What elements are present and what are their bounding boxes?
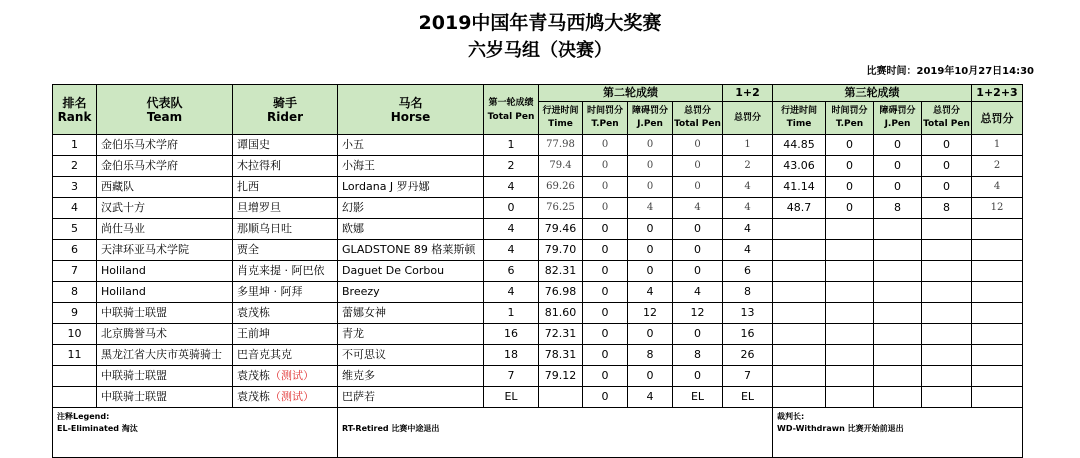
r3-tpen-cell: 0 [826, 156, 874, 177]
header-r2-total: 总罚分 Total Pen [673, 102, 723, 135]
r3-time-cell [773, 345, 826, 366]
legend-right [773, 408, 1023, 458]
rider-name: 袁茂栋 [237, 390, 270, 403]
rider-name: 谭国史 [237, 138, 270, 151]
rider-cell [233, 324, 338, 345]
r3-tpen-cell [826, 366, 874, 387]
r123-total-cell [972, 345, 1023, 366]
team-cell: 金伯乐马术学府 [97, 135, 233, 156]
round1-total-cell: 4 [484, 219, 539, 240]
r12-total-cell: 7 [723, 366, 773, 387]
r3-time-cell [773, 324, 826, 345]
legend-left [53, 408, 338, 458]
round1-total-cell: 4 [484, 240, 539, 261]
header-r3-total: 总罚分 Total Pen [922, 102, 972, 135]
r3-time-cell [773, 366, 826, 387]
r2-jpen-cell: 12 [628, 303, 673, 324]
header-horse: 马名 Horse [338, 85, 484, 135]
r3-jpen-cell [874, 387, 922, 408]
r123-total-cell [972, 324, 1023, 345]
header-round12: 1+2 [723, 85, 773, 102]
rank-cell: 4 [53, 198, 97, 219]
r3-total-cell [922, 240, 972, 261]
header-rank: 排名 Rank [53, 85, 97, 135]
r3-jpen-cell [874, 303, 922, 324]
r123-total-cell [972, 219, 1023, 240]
rider-cell [233, 240, 338, 261]
r3-jpen-cell [874, 366, 922, 387]
r3-tpen-cell [826, 324, 874, 345]
r3-tpen-cell [826, 282, 874, 303]
r2-total-cell: 12 [673, 303, 723, 324]
horse-cell: 小五 [338, 135, 484, 156]
r3-time-cell: 48.7 [773, 198, 826, 219]
horse-cell: Daguet De Corbou [338, 261, 484, 282]
r2-tpen-cell: 0 [583, 135, 628, 156]
horse-cell: 幻影 [338, 198, 484, 219]
r2-total-cell: 8 [673, 345, 723, 366]
header-team: 代表队 Team [97, 85, 233, 135]
table-body [53, 135, 1023, 408]
r3-total-cell [922, 366, 972, 387]
rider-cell [233, 198, 338, 219]
r2-jpen-cell: 0 [628, 366, 673, 387]
r3-time-cell [773, 387, 826, 408]
header-round1: 第一轮成绩 Total Pen [484, 85, 539, 135]
results-table [52, 84, 1023, 458]
r2-tpen-cell: 0 [583, 282, 628, 303]
r2-tpen-cell: 0 [583, 156, 628, 177]
header-r3-time: 行进时间 Time [773, 102, 826, 135]
r2-jpen-cell: 4 [628, 387, 673, 408]
r2-tpen-cell: 0 [583, 261, 628, 282]
rider-cell [233, 303, 338, 324]
r3-time-cell: 44.85 [773, 135, 826, 156]
round1-total-cell: 7 [484, 366, 539, 387]
table-row [53, 387, 1023, 408]
r3-tpen-cell: 0 [826, 135, 874, 156]
team-cell: 中联骑士联盟 [97, 366, 233, 387]
r3-jpen-cell [874, 324, 922, 345]
r3-tpen-cell: 0 [826, 198, 874, 219]
r123-total-cell [972, 240, 1023, 261]
rider-name: 多里坤 · 阿拜 [237, 285, 303, 298]
legend-rt: RT-Retired 比赛中途退出 [342, 424, 440, 433]
rider-cell [233, 177, 338, 198]
horse-cell: Lordana J 罗丹娜 [338, 177, 484, 198]
r2-time-cell: 79.4 [539, 156, 583, 177]
rank-cell: 2 [53, 156, 97, 177]
rider-name: 袁茂栋 [237, 369, 270, 382]
r123-total-cell: 4 [972, 177, 1023, 198]
r12-total-cell: 8 [723, 282, 773, 303]
rider-cell [233, 261, 338, 282]
r3-total-cell: 8 [922, 198, 972, 219]
rider-name: 肖克来提 · 阿巴依 [237, 264, 325, 277]
r2-time-cell: 82.31 [539, 261, 583, 282]
rank-cell: 9 [53, 303, 97, 324]
rider-name: 木拉得利 [237, 159, 281, 172]
rank-cell: 1 [53, 135, 97, 156]
rider-name: 那顺乌日吐 [237, 222, 292, 235]
r123-total-cell [972, 261, 1023, 282]
legend [53, 408, 1023, 458]
table-row [53, 282, 1023, 303]
r3-tpen-cell [826, 261, 874, 282]
rank-cell: 3 [53, 177, 97, 198]
header-r12-total: 总罚分 [723, 102, 773, 135]
r12-total-cell: 4 [723, 198, 773, 219]
r2-jpen-cell: 4 [628, 198, 673, 219]
r123-total-cell [972, 387, 1023, 408]
r2-tpen-cell: 0 [583, 219, 628, 240]
r2-time-cell: 72.31 [539, 324, 583, 345]
table-header [53, 85, 1023, 135]
r2-total-cell: 0 [673, 240, 723, 261]
horse-cell: 巴萨若 [338, 387, 484, 408]
r12-total-cell: 4 [723, 219, 773, 240]
r3-jpen-cell: 0 [874, 177, 922, 198]
header-r3-tpen: 时间罚分 T.Pen [826, 102, 874, 135]
r2-tpen-cell: 0 [583, 303, 628, 324]
r12-total-cell: 4 [723, 177, 773, 198]
horse-cell: 不可思议 [338, 345, 484, 366]
r2-total-cell: 4 [673, 198, 723, 219]
r2-jpen-cell: 4 [628, 282, 673, 303]
round1-total-cell: 4 [484, 282, 539, 303]
r123-total-cell: 1 [972, 135, 1023, 156]
round1-total-cell: 18 [484, 345, 539, 366]
r3-tpen-cell [826, 387, 874, 408]
horse-cell: 蕾娜女神 [338, 303, 484, 324]
round1-total-cell: 2 [484, 156, 539, 177]
round1-total-cell: 4 [484, 177, 539, 198]
r3-tpen-cell [826, 240, 874, 261]
table-row [53, 261, 1023, 282]
r2-tpen-cell: 0 [583, 366, 628, 387]
r3-total-cell [922, 282, 972, 303]
r2-time-cell [539, 387, 583, 408]
r2-total-cell: 0 [673, 366, 723, 387]
header-round3: 第三轮成绩 [773, 85, 972, 102]
round1-total-cell: 16 [484, 324, 539, 345]
horse-cell: 维克多 [338, 366, 484, 387]
r123-total-cell [972, 366, 1023, 387]
r2-total-cell: EL [673, 387, 723, 408]
r2-tpen-cell: 0 [583, 240, 628, 261]
horse-cell: Breezy [338, 282, 484, 303]
r123-total-cell: 12 [972, 198, 1023, 219]
rider-test-note: （测试） [270, 390, 314, 403]
team-cell: 尚仕马业 [97, 219, 233, 240]
rider-name: 王前坤 [237, 327, 270, 340]
r3-time-cell [773, 219, 826, 240]
rider-cell [233, 219, 338, 240]
header-round2: 第二轮成绩 [539, 85, 723, 102]
team-cell: 中联骑士联盟 [97, 387, 233, 408]
r2-tpen-cell: 0 [583, 387, 628, 408]
team-cell: 黑龙江省大庆市英骑骑士 [97, 345, 233, 366]
horse-cell: 小海王 [338, 156, 484, 177]
r2-jpen-cell: 8 [628, 345, 673, 366]
r3-jpen-cell [874, 282, 922, 303]
header-r2-time: 行进时间 Time [539, 102, 583, 135]
team-cell: Holiland [97, 282, 233, 303]
r2-jpen-cell: 0 [628, 177, 673, 198]
r2-total-cell: 0 [673, 177, 723, 198]
legend-wd: WD-Withdrawn 比赛开始前退出 [777, 424, 904, 433]
table-row [53, 240, 1023, 261]
r3-jpen-cell [874, 261, 922, 282]
r3-time-cell [773, 282, 826, 303]
r2-jpen-cell: 0 [628, 261, 673, 282]
r2-time-cell: 76.25 [539, 198, 583, 219]
header-r2-jpen: 障碍罚分 J.Pen [628, 102, 673, 135]
r2-jpen-cell: 0 [628, 324, 673, 345]
rank-cell: 5 [53, 219, 97, 240]
table-row [53, 366, 1023, 387]
round1-total-cell: EL [484, 387, 539, 408]
r2-tpen-cell: 0 [583, 345, 628, 366]
table-row [53, 198, 1023, 219]
r3-total-cell [922, 324, 972, 345]
table-row [53, 219, 1023, 240]
r2-time-cell: 79.12 [539, 366, 583, 387]
legend-label: 注释Legend: [57, 412, 110, 421]
legend-referee: 裁判长: [777, 412, 805, 421]
r12-total-cell: 2 [723, 156, 773, 177]
r2-tpen-cell: 0 [583, 198, 628, 219]
r2-time-cell: 79.70 [539, 240, 583, 261]
r2-time-cell: 76.98 [539, 282, 583, 303]
rider-cell [233, 135, 338, 156]
rider-cell [233, 156, 338, 177]
r12-total-cell: 26 [723, 345, 773, 366]
team-cell: Holiland [97, 261, 233, 282]
r2-time-cell: 78.31 [539, 345, 583, 366]
r3-jpen-cell: 0 [874, 135, 922, 156]
header-round123: 1+2+3 [972, 85, 1023, 102]
r3-tpen-cell [826, 303, 874, 324]
table-row [53, 177, 1023, 198]
r3-tpen-cell [826, 219, 874, 240]
r12-total-cell: EL [723, 387, 773, 408]
r3-time-cell: 43.06 [773, 156, 826, 177]
r2-total-cell: 0 [673, 135, 723, 156]
rider-name: 袁茂栋 [237, 306, 270, 319]
r3-jpen-cell [874, 345, 922, 366]
table-row [53, 324, 1023, 345]
rank-cell [53, 366, 97, 387]
page-subtitle: 六岁马组（决赛） [468, 40, 612, 61]
r12-total-cell: 4 [723, 240, 773, 261]
team-cell: 北京腾誉马术 [97, 324, 233, 345]
r3-time-cell [773, 240, 826, 261]
r2-total-cell: 0 [673, 219, 723, 240]
rank-cell: 10 [53, 324, 97, 345]
rank-cell: 11 [53, 345, 97, 366]
rider-name: 扎西 [237, 180, 259, 193]
table-row [53, 345, 1023, 366]
r2-total-cell: 0 [673, 156, 723, 177]
r2-jpen-cell: 0 [628, 219, 673, 240]
r123-total-cell [972, 282, 1023, 303]
team-cell: 天津环亚马术学院 [97, 240, 233, 261]
team-cell: 汉武十方 [97, 198, 233, 219]
header-r3-jpen: 障碍罚分 J.Pen [874, 102, 922, 135]
r123-total-cell: 2 [972, 156, 1023, 177]
rank-cell: 7 [53, 261, 97, 282]
r12-total-cell: 1 [723, 135, 773, 156]
header-r2-tpen: 时间罚分 T.Pen [583, 102, 628, 135]
r3-time-cell [773, 261, 826, 282]
r12-total-cell: 6 [723, 261, 773, 282]
r2-time-cell: 77.98 [539, 135, 583, 156]
horse-cell: 欧娜 [338, 219, 484, 240]
table-row [53, 135, 1023, 156]
rider-name: 贾全 [237, 243, 259, 256]
r3-total-cell: 0 [922, 177, 972, 198]
r123-total-cell [972, 303, 1023, 324]
r2-time-cell: 79.46 [539, 219, 583, 240]
r12-total-cell: 16 [723, 324, 773, 345]
horse-cell: GLADSTONE 89 格莱斯顿 [338, 240, 484, 261]
r2-total-cell: 0 [673, 324, 723, 345]
rank-cell: 8 [53, 282, 97, 303]
rank-cell [53, 387, 97, 408]
r3-jpen-cell [874, 219, 922, 240]
r2-tpen-cell: 0 [583, 324, 628, 345]
r3-tpen-cell [826, 345, 874, 366]
r3-time-cell [773, 303, 826, 324]
table-row [53, 303, 1023, 324]
rank-cell: 6 [53, 240, 97, 261]
header-r123-total: 总罚分 [972, 102, 1023, 135]
r3-total-cell [922, 303, 972, 324]
r3-total-cell [922, 219, 972, 240]
r3-tpen-cell: 0 [826, 177, 874, 198]
team-cell: 西藏队 [97, 177, 233, 198]
r2-jpen-cell: 0 [628, 135, 673, 156]
header-rider: 骑手 Rider [233, 85, 338, 135]
round1-total-cell: 1 [484, 135, 539, 156]
r2-time-cell: 69.26 [539, 177, 583, 198]
r3-jpen-cell: 0 [874, 156, 922, 177]
rider-name: 巴音克其克 [237, 348, 292, 361]
rider-test-note: （测试） [270, 369, 314, 382]
r3-total-cell [922, 387, 972, 408]
r2-jpen-cell: 0 [628, 240, 673, 261]
r3-total-cell [922, 345, 972, 366]
r3-jpen-cell [874, 240, 922, 261]
r12-total-cell: 13 [723, 303, 773, 324]
team-cell: 金伯乐马术学府 [97, 156, 233, 177]
r3-total-cell [922, 261, 972, 282]
page-title: 2019中国年青马西鸠大奖赛 [418, 12, 662, 34]
r3-jpen-cell: 8 [874, 198, 922, 219]
rider-cell [233, 387, 338, 408]
round1-total-cell: 1 [484, 303, 539, 324]
r2-total-cell: 0 [673, 261, 723, 282]
legend-middle [338, 408, 773, 458]
r3-time-cell: 41.14 [773, 177, 826, 198]
rider-cell [233, 282, 338, 303]
r3-total-cell: 0 [922, 135, 972, 156]
legend-el: EL-Eliminated 淘汰 [57, 424, 138, 433]
round1-total-cell: 6 [484, 261, 539, 282]
table-row [53, 156, 1023, 177]
rider-name: 旦增罗旦 [237, 201, 281, 214]
r3-total-cell: 0 [922, 156, 972, 177]
team-cell: 中联骑士联盟 [97, 303, 233, 324]
r2-time-cell: 81.60 [539, 303, 583, 324]
horse-cell: 青龙 [338, 324, 484, 345]
rider-cell [233, 366, 338, 387]
r2-jpen-cell: 0 [628, 156, 673, 177]
round1-total-cell: 0 [484, 198, 539, 219]
r2-tpen-cell: 0 [583, 177, 628, 198]
r2-total-cell: 4 [673, 282, 723, 303]
match-time: 比赛时间：2019年10月27日14:30 [866, 66, 1034, 77]
rider-cell [233, 345, 338, 366]
